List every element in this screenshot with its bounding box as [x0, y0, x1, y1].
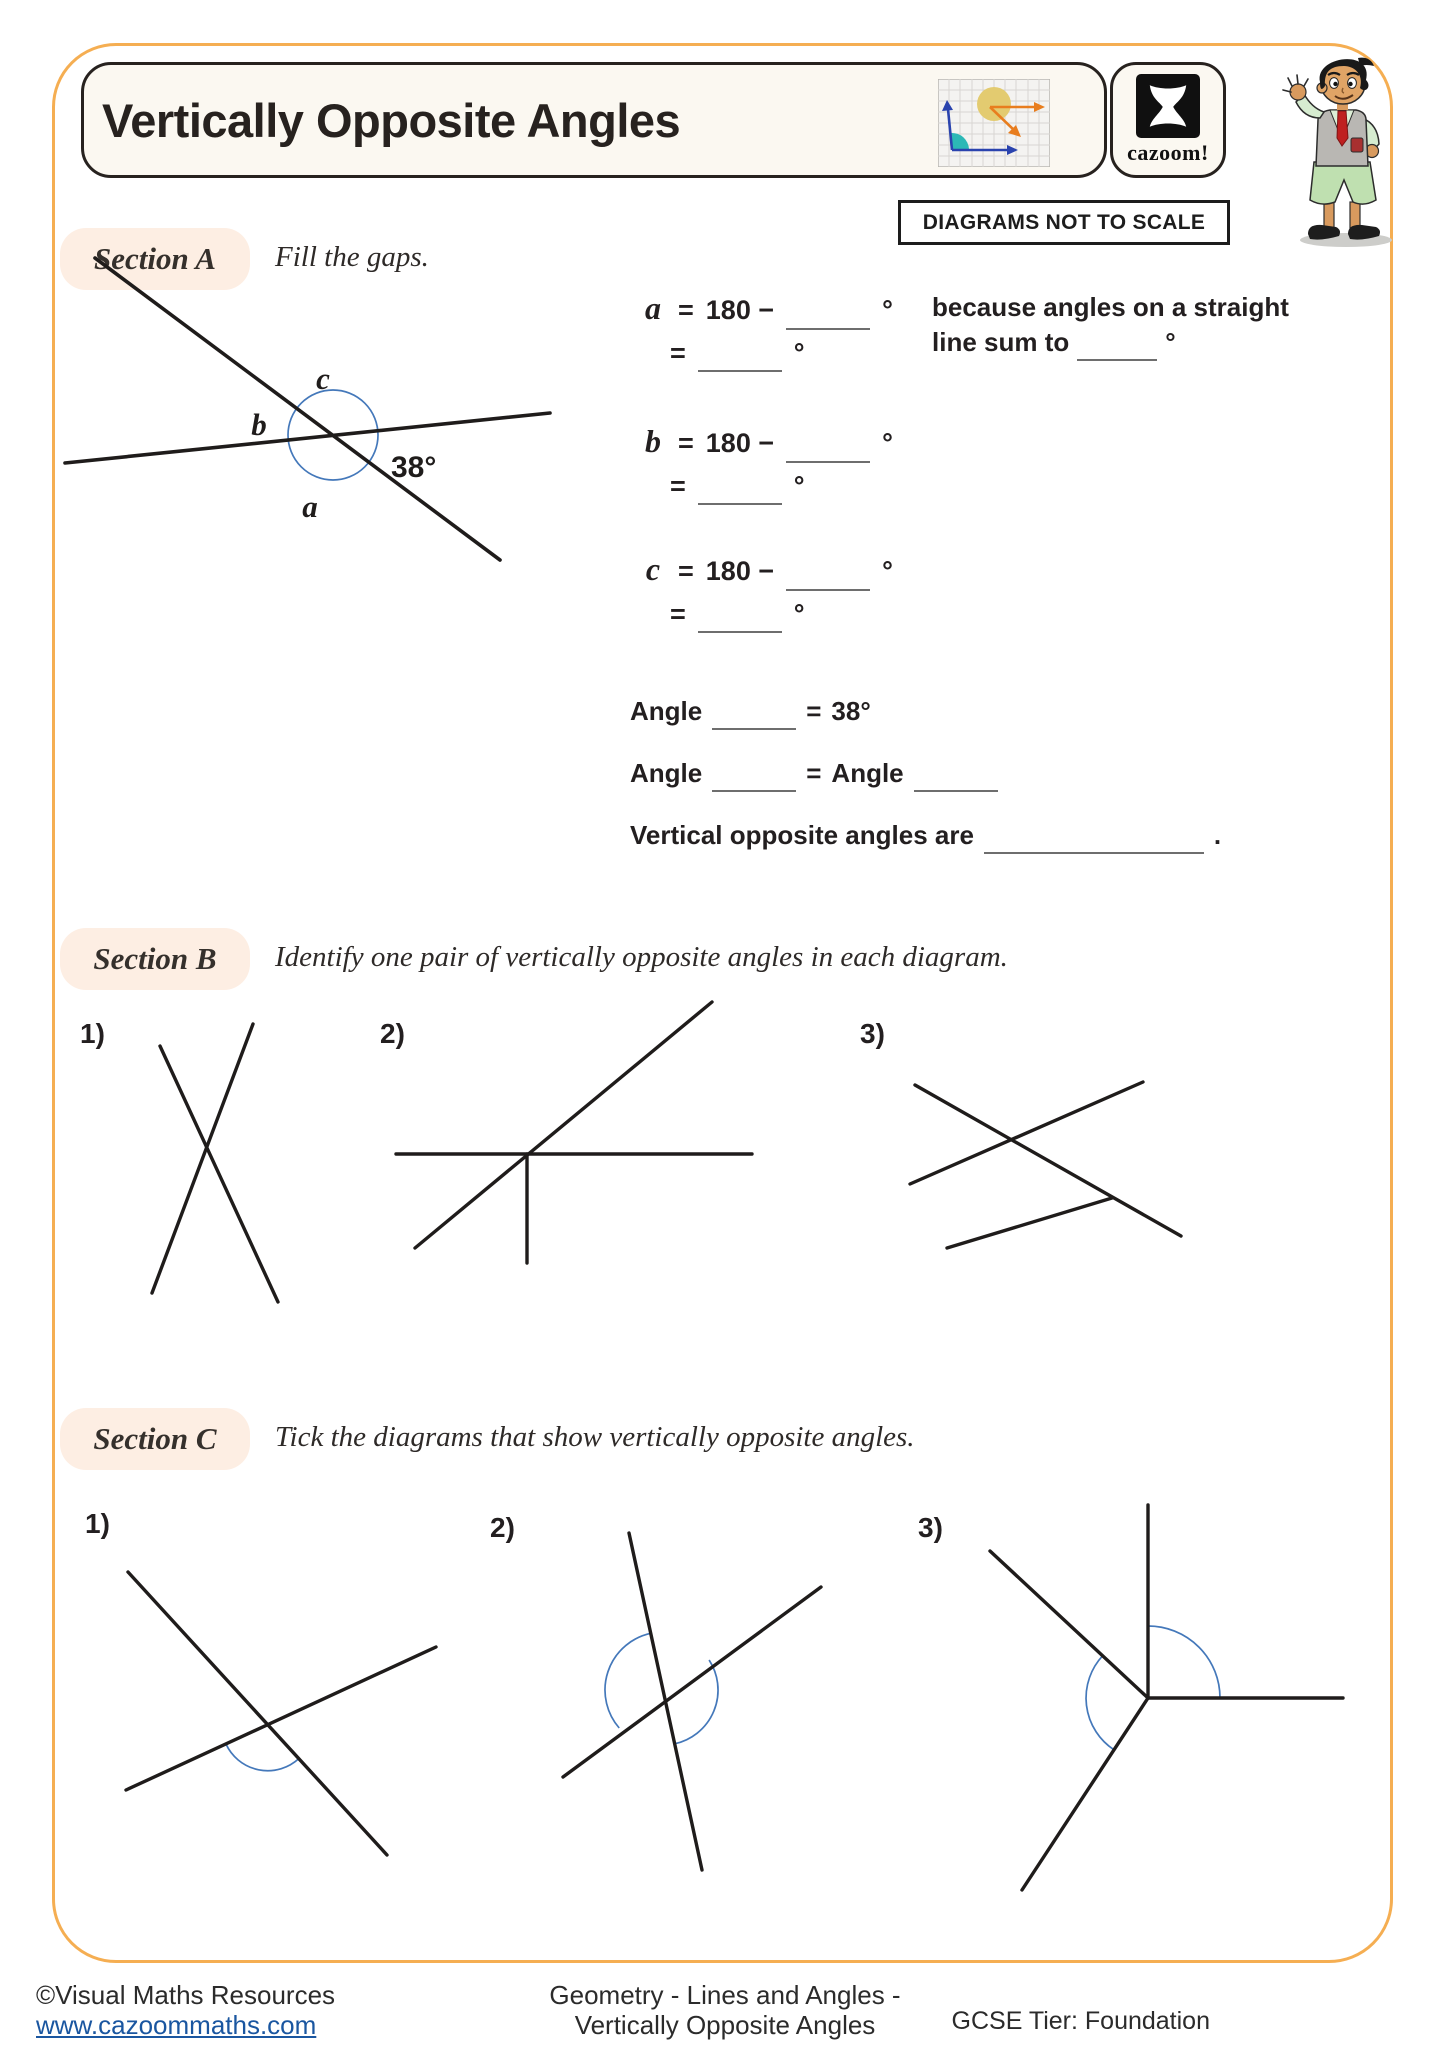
svg-text:38°: 38°: [391, 451, 437, 484]
cazoom-logo-text: cazoom!: [1127, 140, 1209, 165]
degree-symbol: °: [1165, 327, 1176, 357]
equals-sign: =: [678, 295, 694, 325]
answer-blank: [984, 850, 1204, 854]
scale-notice: DIAGRAMS NOT TO SCALE: [898, 200, 1230, 245]
cazoom-drum-icon: [1142, 80, 1194, 132]
equals-sign: =: [670, 599, 686, 629]
equation-a-line-1: [640, 290, 893, 327]
footer-topic: [420, 1980, 1030, 2040]
equation-b-line-1: [640, 423, 893, 460]
footer-copyright: ©Visual Maths Resources: [36, 1980, 336, 2010]
reason-line-1: because angles on a straight: [932, 292, 1289, 322]
angle-statement-1: Angle = 38°: [630, 696, 871, 727]
angle-statement-2: Angle = Angle: [630, 758, 998, 789]
section-a-figure: [55, 245, 565, 575]
section-c-figure-3: [960, 1490, 1380, 1910]
degree-symbol: °: [882, 428, 893, 458]
equals-sign: =: [678, 428, 694, 458]
degree-symbol: °: [793, 471, 805, 501]
degree-symbol: °: [793, 599, 805, 629]
answer-blank: [1077, 357, 1157, 361]
student-character-illustration: [1258, 46, 1426, 251]
footer-topic-line-1: Geometry - Lines and Angles -: [549, 1980, 901, 2010]
answer-blank: [712, 788, 796, 792]
answer-blank: [698, 501, 782, 505]
section-a-pill: Section A: [60, 228, 250, 290]
variable-b: b: [645, 423, 661, 459]
item-label-b2: 2): [380, 1018, 405, 1049]
equals-sign: =: [670, 338, 686, 368]
section-c-figure-2: [550, 1520, 840, 1880]
equals-sign: =: [678, 556, 694, 586]
section-a-instruction: Fill the gaps.: [275, 241, 429, 273]
cazoom-logo-square: [1136, 74, 1200, 138]
item-label-b3: 3): [860, 1018, 885, 1049]
expression: 180 −: [705, 295, 775, 325]
angles-diagram-icon: [938, 79, 1050, 167]
item-label-c3: 3): [918, 1512, 943, 1543]
svg-text:a: a: [302, 489, 318, 524]
svg-text:c: c: [316, 361, 330, 396]
equals-sign: =: [670, 471, 686, 501]
section-c-pill: Section C: [60, 1408, 250, 1470]
section-c-instruction: Tick the diagrams that show vertically opposite angles.: [275, 1421, 915, 1453]
degree-symbol: °: [882, 295, 893, 325]
section-b-instruction: Identify one pair of vertically opposite angles in each diagram.: [275, 941, 1008, 973]
conclusion-statement: Vertical opposite angles are .: [630, 820, 1221, 851]
svg-text:b: b: [251, 407, 267, 442]
degree-symbol: °: [793, 338, 805, 368]
section-b-figure-3: [900, 1060, 1190, 1260]
expression: 180 −: [705, 428, 775, 458]
equation-c-line-1: [640, 551, 893, 588]
answer-blank: [914, 788, 998, 792]
cazoom-logo-box: [1110, 62, 1226, 178]
footer-website-link[interactable]: www.cazoommaths.com: [36, 2010, 317, 2040]
answer-blank: [712, 726, 796, 730]
section-b-figure-2: [390, 1000, 760, 1270]
degree-symbol: °: [882, 556, 893, 586]
expression: 180 −: [705, 556, 775, 586]
answer-blank: [786, 587, 870, 591]
reason-line-2: line sum to °: [932, 327, 1176, 358]
variable-a: a: [645, 290, 661, 326]
answer-blank: [698, 368, 782, 372]
item-label-c1: 1): [85, 1508, 110, 1539]
answer-blank: [786, 459, 870, 463]
section-b-figure-1: [100, 1010, 320, 1320]
section-b-pill: Section B: [60, 928, 250, 990]
item-label-c2: 2): [490, 1512, 515, 1543]
equation-c-line-2: [670, 599, 805, 630]
footer-tier: GCSE Tier: Foundation: [951, 2007, 1210, 2035]
answer-blank: [698, 629, 782, 633]
footer-topic-line-2: Vertically Opposite Angles: [574, 2010, 876, 2040]
equation-b-line-2: [670, 471, 805, 502]
section-c-figure-1: [90, 1560, 450, 1870]
variable-c: c: [645, 551, 661, 587]
page-title: Vertically Opposite Angles: [102, 93, 681, 147]
answer-blank: [786, 326, 870, 330]
item-label-b1: 1): [80, 1018, 105, 1049]
equation-a-line-2: [670, 338, 805, 369]
